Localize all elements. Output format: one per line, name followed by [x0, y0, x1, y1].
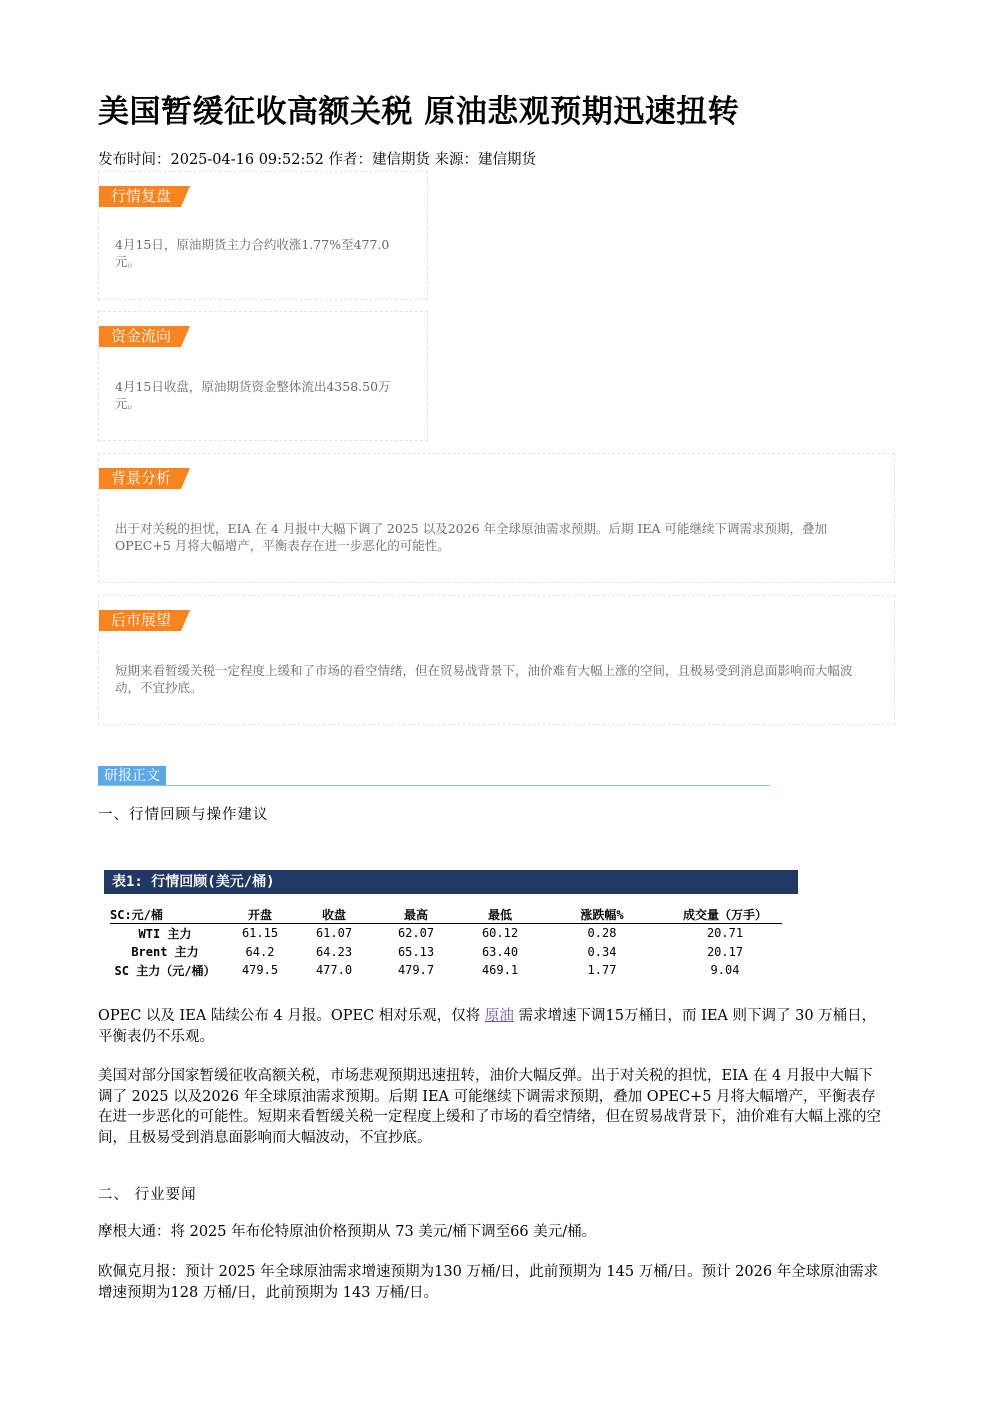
table-header: 最低 — [464, 905, 536, 924]
table-cell: 60.12 — [481, 926, 519, 941]
card-text: 4月15日，原油期货主力合约收涨1.77%至477.0元。 — [115, 237, 390, 269]
paragraph-jpmorgan: 摩根大通：将 2025 年布伦特原油价格预期从 73 美元/桶下调至66 美元/桶。 — [98, 1224, 597, 1240]
table-title: 表1: 行情回顾(美元/桶) — [104, 870, 798, 894]
table-cell: 61.15 — [241, 926, 279, 941]
table-cell: 65.13 — [397, 944, 435, 959]
table-header: 涨跌幅% — [536, 905, 668, 924]
table-cell: 477.0 — [315, 963, 353, 978]
heading-market-review: 一、行情回顾与操作建议 — [98, 807, 269, 823]
market-review-table — [110, 905, 782, 980]
heading-industry-news: 二、 行业要闻 — [98, 1187, 197, 1203]
section-tag-report-body: 研报正文 — [98, 766, 166, 786]
paragraph-opec-monthly: 欧佩克月报：预计 2025 年全球原油需求增速预期为130 万桶/日，此前预期为 145 万桶/日。预计 2026 年全球原油需求增速预期为128 万桶/日，此前预期为 143 万桶/日。 — [98, 1264, 879, 1301]
table-cell: 64.23 — [315, 944, 353, 959]
table-cell: 479.5 — [241, 963, 279, 978]
table-header: 最高 — [368, 905, 464, 924]
card-tag: 背景分析 — [99, 468, 181, 489]
paragraph-opec-iea — [98, 1006, 884, 1047]
card-tag: 行情复盘 — [99, 186, 181, 207]
card-text: 出于对关税的担忧，EIA 在 4 月报中大幅下调了 2025 以及2026 年全球原油需求预期。后期 IEA 可能继续下调需求预期，叠加 OPEC+5 月将大幅增产，平衡表存在进一步恶化的可能性。 — [115, 521, 828, 553]
table-header: SC:元/桶 — [110, 905, 220, 924]
table-cell: 62.07 — [397, 926, 435, 941]
table-header-row — [110, 905, 782, 924]
paragraph-text: OPEC 以及 IEA 陆续公布 4 月报。OPEC 相对乐观，仅将 — [98, 1008, 485, 1024]
table-cell: 1.77 — [587, 963, 617, 978]
crude-oil-link[interactable]: 原油 — [484, 1008, 514, 1024]
table-cell: 20.71 — [706, 926, 744, 941]
card-fund-flow — [98, 311, 428, 441]
table-cell: 63.40 — [481, 944, 519, 959]
table-cell: 64.2 — [245, 944, 275, 959]
card-outlook — [98, 595, 895, 725]
table-header: 收盘 — [300, 905, 368, 924]
table-cell: 9.04 — [710, 963, 740, 978]
table-cell: 0.34 — [587, 944, 617, 959]
table-cell: 0.28 — [587, 926, 617, 941]
card-market-review — [98, 171, 428, 300]
table-header: 成交量（万手） — [668, 905, 782, 924]
table-cell: WTI 主力 — [138, 926, 192, 941]
table-row — [110, 961, 782, 980]
paragraph-text: 需求增速下调15万桶日，而 IEA 则下调了 30 万桶日，平衡表仍不乐观。 — [98, 1008, 877, 1045]
table-cell: 20.17 — [706, 944, 744, 959]
card-background-analysis — [98, 453, 895, 583]
card-text: 4月15日收盘，原油期货资金整体流出4358.50万元。 — [115, 379, 391, 411]
table-cell: SC 主力（元/桶） — [114, 963, 216, 978]
article-meta: 发布时间：2025-04-16 09:52:52 作者：建信期货 来源：建信期货 — [98, 152, 537, 168]
table-row — [110, 943, 782, 962]
card-tag: 后市展望 — [99, 610, 181, 631]
table-header: 开盘 — [220, 905, 300, 924]
card-text: 短期来看暂缓关税一定程度上缓和了市场的看空情绪，但在贸易战背景下，油价难有大幅上涨的空间，且极易受到消息面影响而大幅波动，不宜抄底。 — [115, 663, 853, 695]
table-cell: 469.1 — [481, 963, 519, 978]
table-cell: 61.07 — [315, 926, 353, 941]
paragraph-analysis: 美国对部分国家暂缓征收高额关税，市场悲观预期迅速扭转，油价大幅反弹。出于对关税的担忧，EIA 在 4 月报中大幅下调了 2025 以及2026 年全球原油需求预期。后期 IEA 可能继续下调需求预期，叠加 OPEC+5 月将大幅增产，平衡表存在进一步恶化的可能性。短期来看暂缓关税一定程度上缓和了市场的看空情绪，但在贸易战背景下，油价难有大幅上涨的空间，且极易受到消息面影响而大幅波动，不宜抄底。 — [98, 1068, 881, 1146]
table-cell: Brent 主力 — [131, 945, 199, 960]
article-title: 美国暂缓征收高额关税 原油悲观预期迅速扭转 — [98, 94, 740, 130]
section-divider — [98, 785, 770, 786]
table-cell: 479.7 — [397, 963, 435, 978]
table-row — [110, 924, 782, 943]
card-tag: 资金流向 — [99, 326, 181, 347]
